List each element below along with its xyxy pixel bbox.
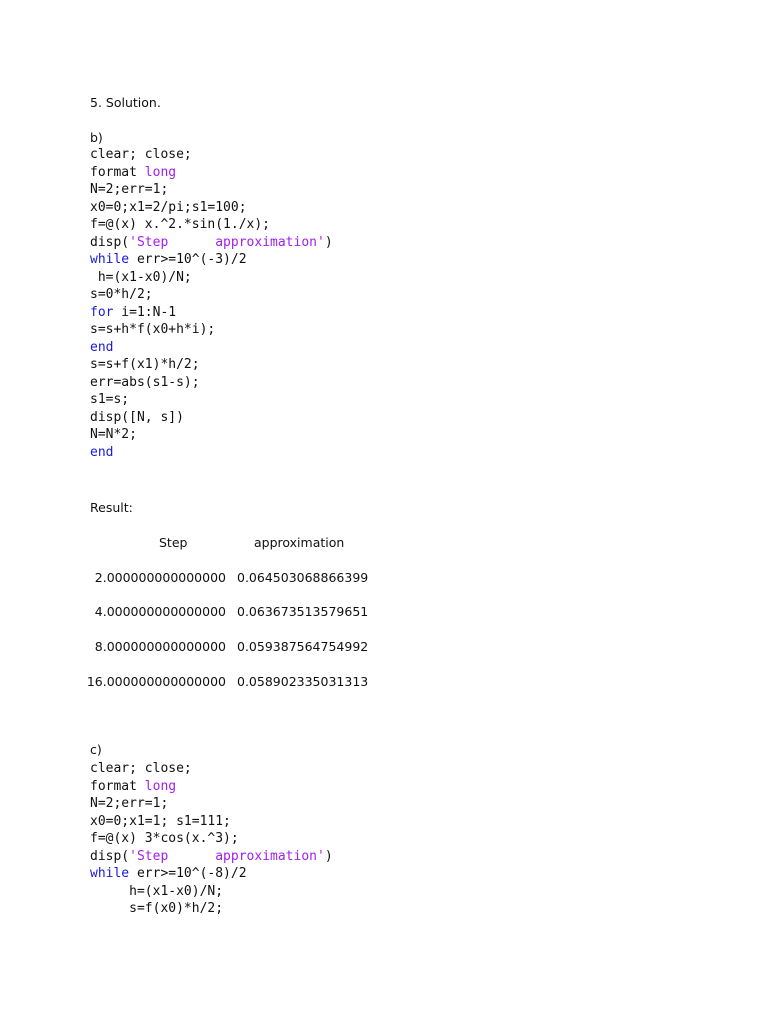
code-block-c <box>90 760 333 918</box>
code-line <box>90 374 333 392</box>
code-text: s1=s; <box>90 392 130 407</box>
code-text: f=@(x) 3*cos(x.^3); <box>90 831 239 846</box>
code-text: x0=0;x1=1; s1=111; <box>90 813 231 829</box>
code-text: disp([N, s]) <box>90 409 184 425</box>
code-text: format <box>90 164 145 180</box>
code-line <box>90 426 333 444</box>
code-text: s=0*h/2; <box>90 287 153 302</box>
code-string: long <box>144 164 177 180</box>
code-text: err>=10^(-3)/2 <box>129 252 247 267</box>
result-row <box>86 674 380 692</box>
code-line <box>90 778 333 796</box>
code-string: 'Step approximation' <box>129 848 325 864</box>
code-line <box>90 813 333 831</box>
code-line <box>90 251 333 269</box>
code-line <box>90 234 333 252</box>
code-keyword: while <box>90 866 130 881</box>
code-line <box>90 304 333 322</box>
code-line <box>90 146 333 164</box>
code-text: err>=10^(-8)/2 <box>129 866 247 881</box>
code-line <box>90 865 333 883</box>
code-text: s=s+f(x1)*h/2; <box>90 357 200 372</box>
code-line <box>90 848 333 866</box>
code-text: clear; close; <box>90 147 192 162</box>
code-keyword: while <box>90 252 130 267</box>
result-row <box>90 570 380 588</box>
code-text: x0=0;x1=2/pi;s1=100; <box>90 199 247 215</box>
result-label: Result: <box>90 500 133 515</box>
result-approx-value: 0.058902335031313 <box>237 674 369 689</box>
code-keyword: end <box>90 444 114 460</box>
section-heading: 5. Solution. <box>90 95 161 110</box>
code-text: s=f(x0)*h/2; <box>90 901 224 916</box>
code-text: clear; close; <box>90 761 192 776</box>
result-step-value: 4.000000000000000 <box>94 604 226 619</box>
code-text: N=N*2; <box>90 427 137 442</box>
code-text: h=(x1-x0)/N; <box>90 269 192 285</box>
result-header-approximation: approximation <box>254 535 345 550</box>
code-line <box>90 883 333 901</box>
code-text: err=abs(s1-s); <box>90 374 200 390</box>
code-line <box>90 356 333 374</box>
result-row <box>90 604 380 622</box>
code-line <box>90 164 333 182</box>
code-keyword: end <box>90 339 114 355</box>
code-string: long <box>144 778 177 794</box>
code-line <box>90 830 333 848</box>
code-text: N=2;err=1; <box>90 182 169 197</box>
result-approx-value: 0.059387564754992 <box>237 639 369 654</box>
code-text: f=@(x) x.^2.*sin(1./x); <box>90 217 271 232</box>
result-step-value: 8.000000000000000 <box>94 639 226 654</box>
code-line <box>90 321 333 339</box>
result-step-value: 2.000000000000000 <box>94 570 226 585</box>
code-line <box>90 900 333 918</box>
part-b-label: b) <box>90 130 103 145</box>
code-line <box>90 269 333 287</box>
code-text: format <box>90 778 145 794</box>
code-line <box>90 795 333 813</box>
code-string: 'Step approximation' <box>129 234 325 250</box>
code-text: h=(x1-x0)/N; <box>90 883 224 899</box>
code-line <box>90 339 333 357</box>
code-text: disp( <box>90 848 130 864</box>
code-line <box>90 181 333 199</box>
result-approx-value: 0.063673513579651 <box>237 604 369 619</box>
code-text: N=2;err=1; <box>90 796 169 811</box>
code-text: ) <box>324 848 333 864</box>
code-line <box>90 199 333 217</box>
code-line <box>90 444 333 462</box>
result-row <box>90 639 380 657</box>
result-step-value: 16.000000000000000 <box>86 674 226 689</box>
code-line <box>90 409 333 427</box>
code-block-b <box>90 146 333 461</box>
code-line <box>90 286 333 304</box>
code-line <box>90 760 333 778</box>
code-text: s=s+h*f(x0+h*i); <box>90 322 216 337</box>
code-text: disp( <box>90 234 130 250</box>
result-header-step: Step <box>159 535 188 550</box>
code-text: ) <box>324 234 333 250</box>
result-approx-value: 0.064503068866399 <box>237 570 369 585</box>
part-c-label: c) <box>90 742 102 757</box>
code-line <box>90 391 333 409</box>
code-keyword: for <box>90 304 114 320</box>
code-text: i=1:N-1 <box>113 304 177 320</box>
code-line <box>90 216 333 234</box>
